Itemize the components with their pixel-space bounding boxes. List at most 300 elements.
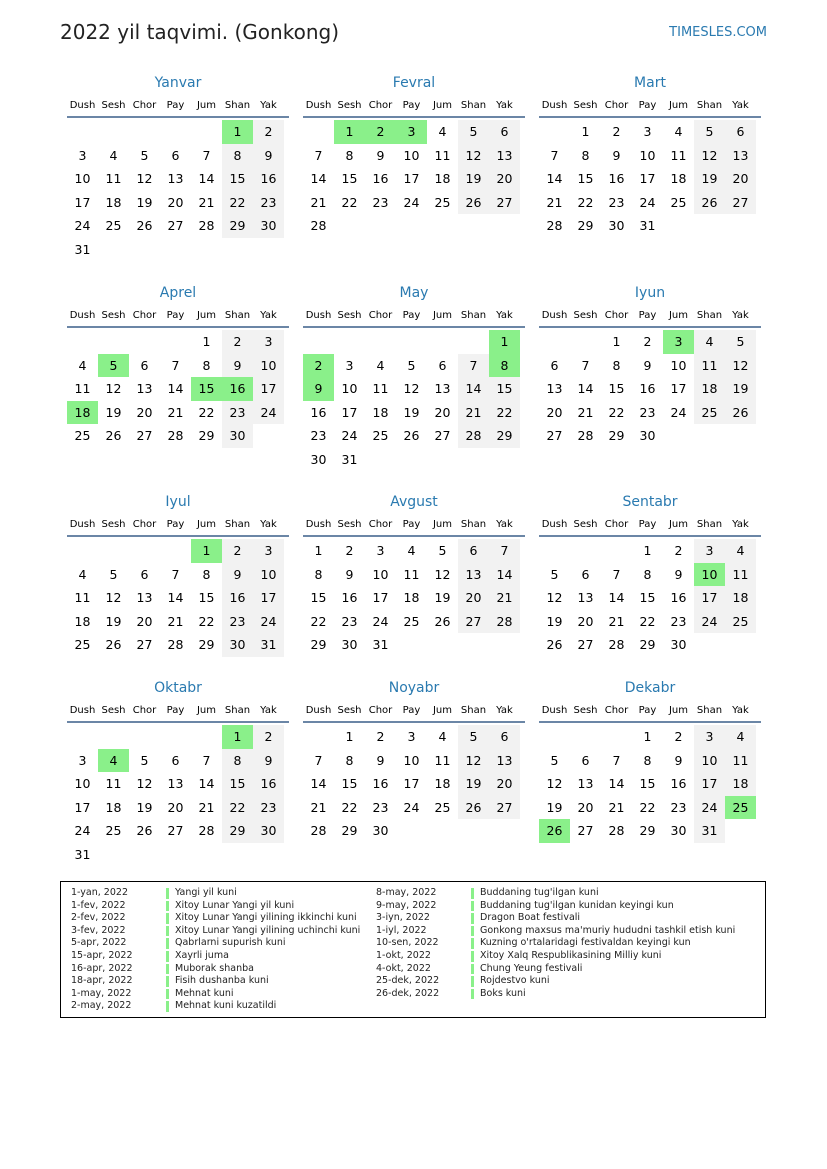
day-cell: 23: [222, 401, 253, 425]
day-cell: 10: [372, 566, 389, 582]
weekday-label: Dush: [541, 309, 568, 321]
day-cell: 20: [136, 613, 153, 629]
day-cell: 6: [581, 566, 590, 582]
day-cell: 22: [198, 613, 215, 629]
day-cell: 28: [577, 428, 594, 444]
day-cell: 29: [198, 428, 215, 444]
holiday-marker: [471, 926, 474, 937]
empty-cell: [539, 725, 570, 749]
holiday-date: 26-dek, 2022: [376, 987, 440, 999]
day-cell: 14: [489, 563, 520, 587]
holiday-name: Mehnat kuni: [175, 987, 234, 999]
day-cell: 8: [345, 147, 354, 163]
weekday-label: Jum: [668, 99, 689, 111]
day-cell: 28: [198, 218, 215, 234]
day-cell: 31: [694, 819, 725, 843]
site-link[interactable]: TIMESLES.COM: [669, 25, 767, 40]
day-cell: 15: [489, 377, 520, 401]
day-cell: 20: [489, 772, 520, 796]
day-cell: 1: [345, 729, 354, 744]
day-grid: [67, 328, 289, 448]
day-cell: 26: [136, 218, 153, 234]
day-cell: 23: [372, 799, 389, 815]
day-cell: 10: [670, 357, 687, 373]
day-cell: 15: [310, 590, 327, 606]
weekday-label: Dush: [541, 704, 568, 716]
day-cell: 15: [608, 381, 625, 397]
day-cell: 12: [458, 749, 489, 773]
day-cell: 11: [74, 381, 91, 397]
day-cell: 16: [639, 381, 656, 397]
day-cell: 7: [202, 752, 211, 768]
weekday-label: Shan: [224, 704, 251, 716]
holiday-name: Chung Yeung festivali: [480, 962, 583, 974]
empty-cell: [396, 330, 427, 354]
day-cell: 18: [434, 171, 451, 187]
holiday-marker: [166, 976, 169, 987]
day-grid: [303, 328, 525, 472]
weekday-label: Pay: [638, 518, 657, 530]
day-cell: 18: [105, 194, 122, 210]
day-cell: 8: [202, 566, 211, 582]
day-cell: 25: [74, 428, 91, 444]
day-cell: 7: [202, 147, 211, 163]
day-cell: 26: [458, 796, 489, 820]
day-cell: 9: [222, 563, 253, 587]
day-cell: 7: [171, 566, 180, 582]
day-cell: 5: [725, 330, 756, 354]
empty-cell: [129, 539, 160, 563]
holiday-day: 16: [222, 377, 253, 401]
empty-cell: [67, 725, 98, 749]
day-cell: 19: [105, 613, 122, 629]
day-cell: 13: [434, 381, 451, 397]
holiday-marker: [166, 964, 169, 975]
day-cell: 5: [109, 566, 118, 582]
day-cell: 5: [140, 752, 149, 768]
holiday-date: 16-apr, 2022: [71, 962, 133, 974]
day-cell: 17: [341, 404, 358, 420]
weekday-label: Sesh: [101, 704, 126, 716]
weekday-label: Yak: [496, 518, 513, 530]
day-cell: 8: [643, 566, 652, 582]
day-cell: 8: [314, 566, 323, 582]
weekday-label: Chor: [132, 704, 157, 716]
day-cell: 7: [489, 539, 520, 563]
day-cell: 9: [253, 749, 284, 773]
day-cell: 7: [314, 752, 323, 768]
weekday-label: Yak: [732, 309, 749, 321]
day-cell: 7: [458, 354, 489, 378]
day-cell: 10: [253, 563, 284, 587]
day-cell: 13: [577, 776, 594, 792]
day-cell: 31: [639, 218, 656, 234]
month-dekabr: [539, 677, 761, 843]
day-cell: 23: [670, 799, 687, 815]
day-cell: 19: [136, 194, 153, 210]
empty-cell: [191, 725, 222, 749]
day-cell: 29: [198, 637, 215, 653]
empty-cell: [601, 725, 632, 749]
day-cell: 10: [694, 749, 725, 773]
holiday-date: 9-may, 2022: [376, 899, 437, 911]
day-cell: 20: [167, 799, 184, 815]
holiday-day: 5: [98, 354, 129, 378]
day-cell: 28: [489, 610, 520, 634]
day-cell: 28: [608, 823, 625, 839]
weekday-label: Shan: [460, 309, 487, 321]
weekday-label: Sesh: [337, 518, 362, 530]
day-cell: 25: [434, 194, 451, 210]
weekday-label: Jum: [196, 518, 217, 530]
day-cell: 2: [674, 543, 683, 558]
day-cell: 16: [608, 171, 625, 187]
day-cell: 22: [577, 194, 594, 210]
day-cell: 2: [674, 729, 683, 744]
day-cell: 14: [310, 171, 327, 187]
day-cell: 11: [434, 147, 451, 163]
month-name: Iyul: [165, 494, 191, 510]
day-cell: 8: [222, 144, 253, 168]
day-cell: 7: [314, 147, 323, 163]
day-cell: 1: [202, 334, 211, 349]
weekday-label: Pay: [638, 99, 657, 111]
holiday-day: 26: [539, 819, 570, 843]
day-cell: 5: [694, 120, 725, 144]
day-cell: 8: [643, 752, 652, 768]
day-cell: 12: [546, 776, 563, 792]
holiday-date: 3-fev, 2022: [71, 924, 126, 936]
day-cell: 21: [198, 194, 215, 210]
day-cell: 28: [167, 428, 184, 444]
month-name: Noyabr: [388, 680, 440, 696]
weekday-label: Chor: [132, 309, 157, 321]
day-cell: 2: [612, 124, 621, 139]
weekday-header: [539, 94, 761, 118]
day-cell: 1: [643, 543, 652, 558]
weekday-label: Shan: [696, 309, 723, 321]
holiday-name: Boks kuni: [480, 987, 526, 999]
day-cell: 25: [403, 613, 420, 629]
day-cell: 31: [74, 241, 91, 257]
holiday-name: Gonkong maxsus ma'muriy hududni tashkil etish kuni: [480, 924, 736, 936]
holiday-day: 1: [334, 120, 365, 144]
day-cell: 3: [253, 539, 284, 563]
day-cell: 20: [136, 404, 153, 420]
weekday-label: Sesh: [573, 518, 598, 530]
day-cell: 20: [458, 586, 489, 610]
day-cell: 17: [372, 590, 389, 606]
holiday-day: 4: [98, 749, 129, 773]
day-cell: 14: [577, 381, 594, 397]
day-cell: 22: [341, 799, 358, 815]
day-cell: 6: [725, 120, 756, 144]
day-cell: 27: [577, 637, 594, 653]
holiday-day: 2: [365, 120, 396, 144]
day-cell: 3: [694, 725, 725, 749]
day-cell: 19: [546, 799, 563, 815]
day-cell: 18: [434, 776, 451, 792]
day-cell: 10: [74, 776, 91, 792]
day-cell: 25: [105, 823, 122, 839]
holiday-name: Fisih dushanba kuni: [175, 975, 269, 987]
weekday-label: Yak: [496, 309, 513, 321]
holiday-date: 2-may, 2022: [71, 1000, 132, 1012]
empty-cell: [191, 120, 222, 144]
day-cell: 19: [105, 404, 122, 420]
day-cell: 16: [253, 772, 284, 796]
empty-cell: [98, 120, 129, 144]
day-grid: [303, 118, 525, 238]
weekday-header: [303, 513, 525, 537]
day-cell: 4: [78, 566, 87, 582]
weekday-label: Jum: [668, 309, 689, 321]
holiday-date: 25-dek, 2022: [376, 975, 440, 987]
weekday-label: Dush: [69, 518, 96, 530]
day-cell: 2: [222, 330, 253, 354]
day-cell: 26: [105, 637, 122, 653]
day-cell: 6: [140, 566, 149, 582]
holiday-day: 1: [489, 330, 520, 354]
day-cell: 30: [253, 214, 284, 238]
day-cell: 6: [489, 725, 520, 749]
weekday-label: Pay: [166, 99, 185, 111]
weekday-label: Yak: [260, 309, 277, 321]
day-cell: 6: [438, 357, 447, 373]
day-cell: 25: [434, 799, 451, 815]
day-cell: 25: [74, 637, 91, 653]
empty-cell: [67, 539, 98, 563]
day-cell: 3: [78, 752, 87, 768]
empty-cell: [160, 539, 191, 563]
day-cell: 22: [222, 191, 253, 215]
day-cell: 28: [310, 218, 327, 234]
day-cell: 1: [314, 543, 323, 558]
holiday-marker: [166, 901, 169, 912]
holiday-date: 1-yan, 2022: [71, 887, 128, 898]
day-cell: 13: [489, 749, 520, 773]
day-cell: 12: [725, 354, 756, 378]
day-cell: 8: [202, 357, 211, 373]
day-cell: 20: [546, 404, 563, 420]
holiday-marker: [471, 913, 474, 924]
day-cell: 5: [140, 147, 149, 163]
day-cell: 18: [694, 377, 725, 401]
weekday-label: Chor: [132, 99, 157, 111]
weekday-label: Shan: [696, 518, 723, 530]
holiday-date: 10-sen, 2022: [376, 937, 439, 949]
day-cell: 5: [458, 120, 489, 144]
day-cell: 8: [345, 752, 354, 768]
day-cell: 9: [643, 357, 652, 373]
empty-cell: [570, 725, 601, 749]
weekday-label: Chor: [368, 518, 393, 530]
day-cell: 9: [612, 147, 621, 163]
month-name: Oktabr: [154, 680, 202, 696]
day-cell: 24: [253, 401, 284, 425]
holiday-day: 3: [663, 330, 694, 354]
day-cell: 14: [167, 381, 184, 397]
weekday-label: Shan: [460, 704, 487, 716]
day-cell: 4: [438, 124, 447, 139]
holiday-name: Qabrlarni supurish kuni: [175, 937, 286, 949]
day-cell: 16: [253, 167, 284, 191]
day-cell: 13: [136, 590, 153, 606]
day-cell: 24: [253, 610, 284, 634]
day-cell: 2: [376, 729, 385, 744]
day-cell: 10: [74, 171, 91, 187]
weekday-label: Pay: [166, 704, 185, 716]
weekday-label: Yak: [260, 518, 277, 530]
day-cell: 4: [78, 357, 87, 373]
holiday-day: 9: [303, 377, 334, 401]
day-cell: 15: [222, 167, 253, 191]
day-grid: [539, 723, 761, 843]
empty-cell: [67, 330, 98, 354]
day-cell: 30: [222, 424, 253, 448]
day-cell: 16: [670, 776, 687, 792]
day-cell: 14: [198, 776, 215, 792]
day-cell: 14: [198, 171, 215, 187]
day-cell: 24: [639, 194, 656, 210]
day-cell: 24: [694, 610, 725, 634]
day-cell: 8: [581, 147, 590, 163]
weekday-label: Sesh: [573, 99, 598, 111]
day-cell: 3: [407, 729, 416, 744]
weekday-label: Yak: [732, 99, 749, 111]
day-cell: 21: [608, 613, 625, 629]
day-cell: 13: [458, 563, 489, 587]
day-cell: 30: [222, 633, 253, 657]
day-cell: 17: [253, 377, 284, 401]
day-cell: 28: [198, 823, 215, 839]
day-cell: 11: [105, 171, 122, 187]
day-cell: 28: [608, 637, 625, 653]
weekday-label: Pay: [402, 704, 421, 716]
day-cell: 14: [167, 590, 184, 606]
weekday-label: Chor: [604, 704, 629, 716]
day-cell: 3: [78, 147, 87, 163]
day-cell: 2: [222, 539, 253, 563]
day-cell: 14: [458, 377, 489, 401]
day-cell: 30: [341, 637, 358, 653]
empty-cell: [160, 725, 191, 749]
day-cell: 27: [458, 610, 489, 634]
day-cell: 6: [458, 539, 489, 563]
holiday-date: 1-may, 2022: [71, 987, 132, 999]
weekday-label: Chor: [604, 518, 629, 530]
day-cell: 26: [725, 401, 756, 425]
day-cell: 21: [577, 404, 594, 420]
holiday-name: Mehnat kuni kuzatildi: [175, 1000, 277, 1012]
day-cell: 8: [222, 749, 253, 773]
day-cell: 28: [310, 823, 327, 839]
weekday-label: Sesh: [573, 704, 598, 716]
holiday-marker: [166, 938, 169, 949]
day-cell: 21: [608, 799, 625, 815]
day-cell: 29: [489, 424, 520, 448]
day-cell: 11: [434, 752, 451, 768]
weekday-label: Shan: [460, 518, 487, 530]
weekday-label: Jum: [432, 704, 453, 716]
day-cell: 3: [376, 543, 385, 558]
day-cell: 24: [341, 428, 358, 444]
day-cell: 15: [639, 776, 656, 792]
month-name: Yanvar: [154, 75, 202, 91]
day-cell: 1: [612, 334, 621, 349]
month-name: Avgust: [390, 494, 438, 510]
day-cell: 6: [171, 752, 180, 768]
day-cell: 10: [341, 381, 358, 397]
month-name: Sentabr: [622, 494, 678, 510]
weekday-header: [303, 304, 525, 328]
day-cell: 13: [167, 171, 184, 187]
holiday-name: Xayrli juma: [175, 950, 229, 961]
day-cell: 13: [546, 381, 563, 397]
weekday-label: Sesh: [573, 309, 598, 321]
month-yanvar: [67, 72, 289, 262]
weekday-label: Sesh: [101, 99, 126, 111]
day-cell: 1: [643, 729, 652, 744]
day-cell: 5: [407, 357, 416, 373]
day-cell: 11: [403, 566, 420, 582]
day-cell: 31: [372, 637, 389, 653]
day-cell: 23: [222, 610, 253, 634]
weekday-label: Chor: [368, 99, 393, 111]
day-cell: 22: [310, 613, 327, 629]
day-cell: 16: [372, 171, 389, 187]
empty-cell: [539, 120, 570, 144]
day-cell: 3: [643, 124, 652, 139]
day-cell: 10: [639, 147, 656, 163]
weekday-label: Dush: [69, 704, 96, 716]
day-cell: 12: [694, 144, 725, 168]
day-cell: 13: [136, 381, 153, 397]
day-cell: 12: [136, 776, 153, 792]
day-cell: 24: [670, 404, 687, 420]
weekday-header: [67, 94, 289, 118]
holiday-marker: [471, 901, 474, 912]
day-cell: 20: [725, 167, 756, 191]
day-grid: [539, 118, 761, 238]
holiday-day: 1: [191, 539, 222, 563]
empty-cell: [334, 330, 365, 354]
day-grid: [539, 537, 761, 657]
day-cell: 13: [577, 590, 594, 606]
empty-cell: [570, 330, 601, 354]
day-cell: 2: [345, 543, 354, 558]
day-cell: 4: [694, 330, 725, 354]
empty-cell: [303, 120, 334, 144]
day-cell: 15: [341, 171, 358, 187]
day-cell: 6: [489, 120, 520, 144]
day-cell: 23: [639, 404, 656, 420]
holiday-name: Muborak shanba: [175, 962, 254, 974]
day-cell: 4: [407, 543, 416, 558]
holiday-day: 2: [303, 354, 334, 378]
holiday-name: Xitoy Xalq Respublikasining Milliy kuni: [480, 950, 662, 961]
holiday-date: 8-may, 2022: [376, 887, 437, 898]
weekday-label: Sesh: [101, 518, 126, 530]
day-cell: 28: [458, 424, 489, 448]
day-cell: 29: [608, 428, 625, 444]
holiday-name: Kuzning o'rtalaridagi festivaldan keyingi kun: [480, 937, 691, 949]
day-cell: 3: [694, 539, 725, 563]
day-cell: 23: [670, 613, 687, 629]
holiday-day: 1: [222, 120, 253, 144]
holiday-day: 3: [396, 120, 427, 144]
weekday-label: Pay: [638, 704, 657, 716]
